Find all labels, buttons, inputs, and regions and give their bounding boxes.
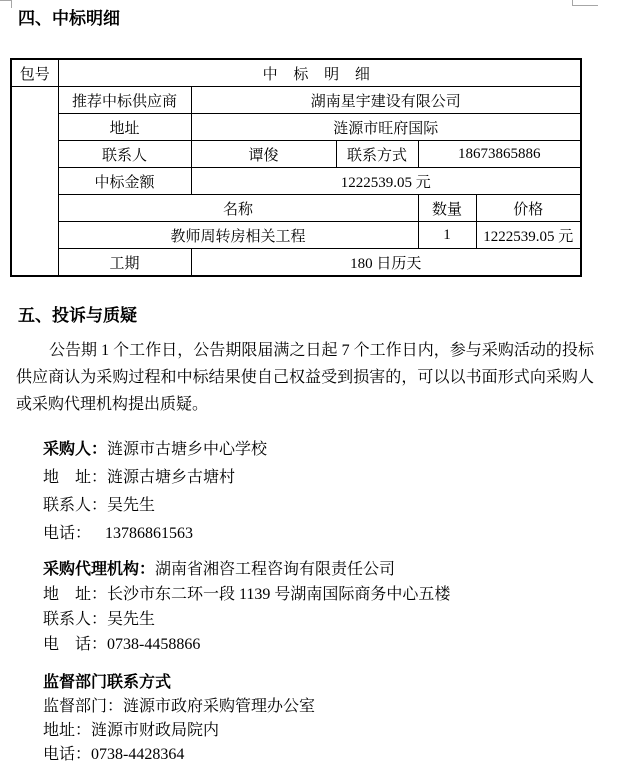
table-row [11,87,581,114]
agency-phone-line [43,632,623,657]
supervisor-phone-line [43,743,623,761]
supervisor-dept-line [43,695,623,719]
purchaser-contact-block [43,436,623,548]
page-corner-mark-right [572,0,598,6]
table-row [11,249,581,277]
agency-label: 采购代理机构： [43,561,156,578]
purchaser-phone-label: 电话： [43,525,92,542]
purchaser-phone: 13786861563 [105,525,194,542]
agency-phone: 0738-4458866 [107,636,201,653]
supervisor-address-line [43,719,623,743]
purchaser-label: 采购人： [43,441,108,458]
purchaser-contact-line [43,492,623,520]
contact-value-cell: 谭俊 [191,141,336,168]
complaint-paragraph: 公告期 1 个工作日，公告期限届满之日起 7 个工作日内，参与采购活动的投标供应商认为采购过程和中标结果使自己权益受到损害的，可以以书面形式向采购人或采购代理机构提出质疑。 [16,342,594,413]
amount-value-cell: 1222539.05 元 [191,168,581,195]
supervisor-heading: 监督部门联系方式 [43,674,172,691]
supplier-value-cell: 湖南星宇建设有限公司 [191,87,581,114]
item-name-cell: 教师周转房相关工程 [58,222,418,249]
purchaser-address-line [43,464,623,492]
supervisor-dept: 涟源市政府采购管理办公室 [123,698,316,715]
item-price-cell: 1222539.05 元 [476,222,581,249]
package-number-empty-cell [11,87,58,277]
section-4-heading: 四、中标明细 [18,9,120,28]
contact-method-label-cell: 联系方式 [336,141,418,168]
address-label-cell: 地址 [58,114,191,141]
bid-details-table [10,58,582,277]
duration-value-cell: 180 日历天 [191,249,581,277]
purchaser-contact: 吴先生 [107,497,156,514]
agency-contact: 吴先生 [107,611,156,628]
supervisor-address: 涟源市财政局院内 [91,722,220,739]
duration-label-cell: 工期 [58,249,191,277]
amount-label-cell: 中标金额 [58,168,191,195]
agency-name-line [43,557,623,582]
agency-address: 长沙市东二环一段 1139 号湖南国际商务中心五楼 [107,586,451,603]
price-header-cell: 价格 [476,195,581,222]
table-row [11,59,581,87]
supplier-label-cell: 推荐中标供应商 [58,87,191,114]
purchaser-contact-label: 联系人： [43,497,108,514]
table-row [11,168,581,195]
item-name-header-cell: 名称 [58,195,418,222]
table-row [11,141,581,168]
table-row [11,195,581,222]
purchaser-name: 涟源市古塘乡中心学校 [107,441,268,458]
agency-contact-block [43,557,623,657]
section-5-heading: 五、投诉与质疑 [18,306,137,325]
contact-label-cell: 联系人 [58,141,191,168]
table-row [11,222,581,249]
purchaser-address-label: 地 址： [43,469,108,486]
table-title-cell: 中 标 明 细 [58,59,581,87]
item-quantity-cell: 1 [418,222,476,249]
agency-name: 湖南省湘咨工程咨询有限责任公司 [155,561,396,578]
purchaser-name-line [43,436,623,464]
supervisor-phone-label: 电话： [43,746,92,761]
supervisor-dept-label: 监督部门： [43,698,124,715]
contact-method-value-cell: 18673865886 [418,141,581,168]
agency-phone-label: 电 话： [43,636,108,653]
quantity-header-cell: 数量 [418,195,476,222]
supervisor-contact-block [43,671,623,761]
supervisor-address-label: 地址： [43,722,92,739]
package-number-header-cell: 包号 [11,59,58,87]
table-row [11,114,581,141]
purchaser-address: 涟源古塘乡古塘村 [107,469,236,486]
purchaser-phone-line [43,520,623,548]
page-corner-mark-left [0,0,12,8]
supervisor-phone: 0738-4428364 [91,746,185,761]
agency-address-label: 地 址： [43,586,108,603]
address-value-cell: 涟源市旺府国际 [191,114,581,141]
agency-address-line [43,582,623,607]
agency-contact-label: 联系人： [43,611,108,628]
agency-contact-line [43,607,623,632]
